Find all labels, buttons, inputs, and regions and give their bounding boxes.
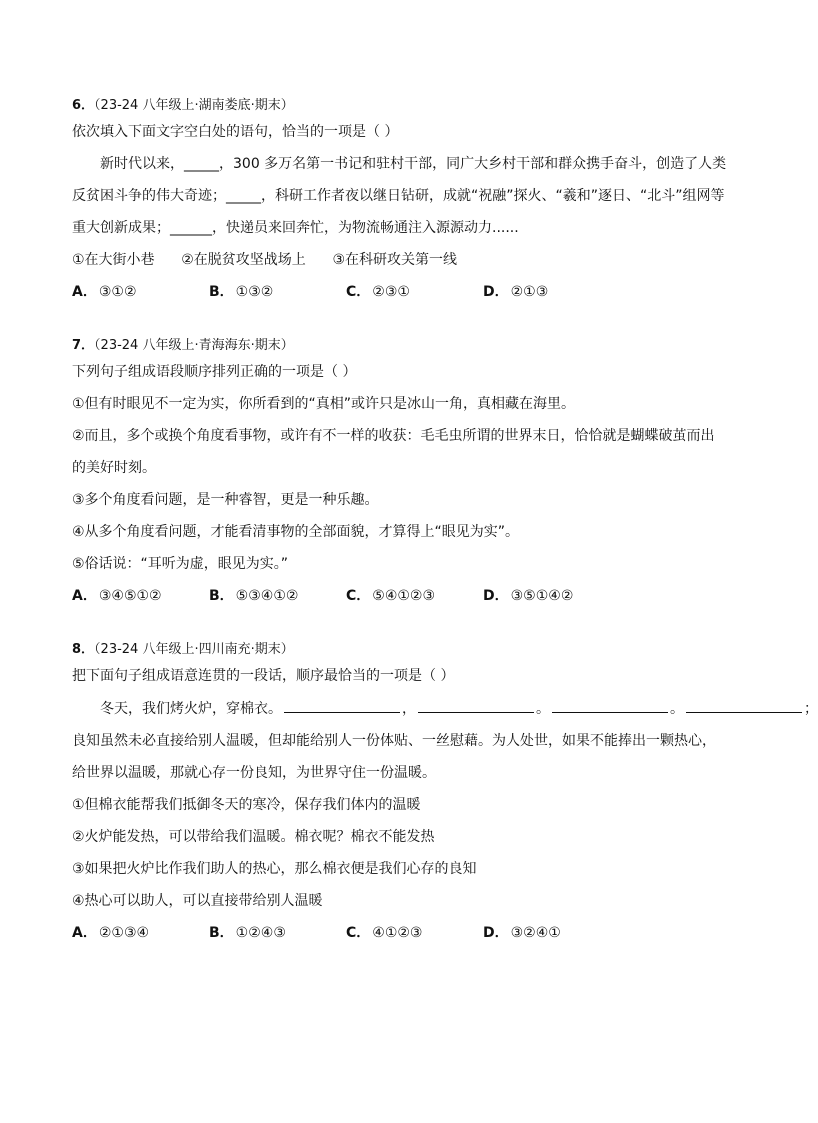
option-b[interactable]: B． ①②④③ <box>209 925 286 941</box>
question-8 <box>72 640 818 943</box>
option-c[interactable]: C． ⑤④①②③ <box>346 588 436 604</box>
option-c[interactable]: C． ④①②③ <box>346 925 423 941</box>
answer-options <box>72 923 722 943</box>
question-stem: 依次填入下面文字空白处的语句，恰当的一项是（ ） <box>72 124 399 140</box>
question-header <box>72 336 722 356</box>
option-b[interactable]: B． ⑤③④①② <box>209 588 299 604</box>
question-header <box>72 640 722 660</box>
question-stem: 下列句子组成语段顺序排列正确的一项是（ ） <box>72 364 357 380</box>
question-6 <box>72 96 727 302</box>
sentence-item: 的美好时刻。 <box>72 460 156 476</box>
passage-first-line: 冬天，我们烤火炉，穿棉衣。 ， 。 。 ； <box>72 698 722 719</box>
option-d[interactable]: D． ③⑤①④② <box>483 588 574 604</box>
sentence-item: ①但有时眼见不一定为实，你所看到的“真相”或许只是冰山一角，真相藏在海里。 <box>72 396 576 412</box>
question-source: （23-24 八年级上·青海海东·期末） <box>94 338 294 353</box>
question-number: 7． <box>72 338 95 353</box>
question-number: 6． <box>72 98 95 113</box>
sentence-item: ④热心可以助人，可以直接带给别人温暖 <box>72 893 323 909</box>
passage-line: 反贫困斗争的伟大奇迹；_____，科研工作者夜以继日钻研，成就“祝融”探火、“羲和”逐日、“北斗”组网等 <box>72 188 725 204</box>
sentence-item: ①但棉衣能帮我们抵御冬天的寒冷，保存我们体内的温暖 <box>72 797 421 813</box>
question-source: （23-24 八年级上·湖南娄底·期末） <box>94 98 294 113</box>
option-c[interactable]: C． ②③① <box>346 284 410 300</box>
blank-4[interactable] <box>686 698 802 713</box>
passage-line: 新时代以来，_____，300 多万名第一书记和驻村干部，同广大乡村干部和群众携手奋斗，创造了人类 <box>100 156 727 172</box>
sentence-item: ③多个角度看问题，是一种睿智，更是一种乐趣。 <box>72 492 379 508</box>
blank-3[interactable] <box>552 698 668 713</box>
answer-options <box>72 282 722 302</box>
sentence-item: ④从多个角度看问题，才能看清事物的全部面貌，才算得上“眼见为实”。 <box>72 524 520 540</box>
option-b[interactable]: B． ①③② <box>209 284 274 300</box>
option-a[interactable]: A． ③④⑤①② <box>72 588 162 604</box>
option-d[interactable]: D． ②①③ <box>483 284 549 300</box>
sentence-item: ⑤俗话说：“耳听为虚，眼见为实。” <box>72 556 289 572</box>
passage-line: 给世界以温暖，那就心存一份良知，为世界守住一份温暖。 <box>72 765 436 781</box>
question-stem: 把下面句子组成语意连贯的一段话，顺序最恰当的一项是（ ） <box>72 668 455 684</box>
question-header <box>72 96 722 116</box>
question-7 <box>72 336 722 606</box>
choice-items: ①在大街小巷 ②在脱贫攻坚战场上 ③在科研攻关第一线 <box>72 252 458 268</box>
sentence-item: ③如果把火炉比作我们助人的热心，那么棉衣便是我们心存的良知 <box>72 861 477 877</box>
answer-options <box>72 586 722 606</box>
option-a[interactable]: A． ②①③④ <box>72 925 150 941</box>
question-number: 8． <box>72 642 95 657</box>
option-a[interactable]: A． ③①② <box>72 284 137 300</box>
passage-line: 良知虽然未必直接给别人温暖，但却能给别人一份体贴、一丝慰藉。为人处世，如果不能捧出一颗热心， <box>72 733 716 749</box>
blank-2[interactable] <box>418 698 534 713</box>
option-d[interactable]: D． ③②④① <box>483 925 561 941</box>
blank-1[interactable] <box>284 698 400 713</box>
sentence-item: ②而且，多个或换个角度看事物，或许有不一样的收获：毛毛虫所谓的世界末日，恰恰就是蝴蝶破茧而出 <box>72 428 715 444</box>
passage-line: 重大创新成果；______，快递员来回奔忙，为物流畅通注入源源动力...... <box>72 220 519 236</box>
sentence-item: ②火炉能发热，可以带给我们温暖。棉衣呢？棉衣不能发热 <box>72 829 435 845</box>
question-source: （23-24 八年级上·四川南充·期末） <box>94 642 294 657</box>
